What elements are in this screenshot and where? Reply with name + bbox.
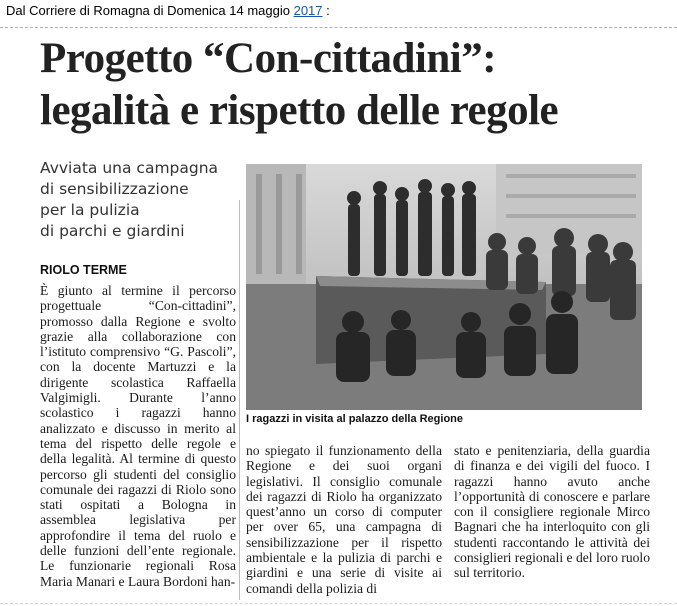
caption-divider [0,27,677,28]
source-caption-suffix: : [322,3,330,18]
article-subheading [40,158,240,242]
headline-line-2: legalità e rispetto delle regole [40,87,559,134]
body-column-1: È giunto al termine il percorso progettuale “Con-cittadini”, promosso dalla Regione e svolto grazie alla collaborazione con l’istituto comprensivo “G. Pascoli”, con la docente Martuzzi e la dirigente scolastica Raffaella Valgimigli. Durante l’anno scolastico i ragazzi hanno analizzato e discusso in merito al tema del rispetto delle regole e della legalità. Al termine di questo percorso gli studenti del consiglio comunale dei ragazzi di Riolo sono stati ospitati a Bologna in assemblea legislativa per approfondire il tema del ruolo e delle funzioni dell’ente regionale. Le funzionarie regionali Rosa Maria Manari e Laura Bordoni han- [40,283,236,589]
subheading-line: di sensibilizzazione [40,180,189,198]
body-column-2: no spiegato il funzionamento della Regione e dei suoi organi legislativi. Il consiglio comunale dei ragazzi di Riolo ha organizzato quest’anno un corso di computer per over 65, una campagna di sensibilizzazione per il rispetto ambientale e la pulizia di parchi e giardini e una serie di visite ai comandi della polizia di [246,443,442,596]
photo-caption: I ragazzi in visita al palazzo della Regione [246,413,464,425]
subheading-line: di parchi e giardini [40,222,185,240]
source-caption [6,3,330,18]
article-photo [246,164,642,410]
article-headline [40,33,660,137]
group-photo-image [246,164,642,410]
source-caption-text: Dal Corriere di Romagna di Domenica 14 maggio [6,3,294,18]
headline-line-1: Progetto “Con-cittadini”: [40,35,497,82]
body-column-3: stato e penitenziaria, della guardia di finanza e dei vigili del fuoco. I ragazzi hanno avuto anche l’opportunità di conoscere e parlare con il consigliere regionale Mirco Bagnari che ha interloquito con gli studenti raccontando le attività dei consiglieri regionali e del loro ruolo sul territorio. [454,443,650,581]
subheading-line: per la pulizia [40,201,140,219]
dateline: RIOLO TERME [40,263,127,277]
source-caption-year[interactable]: 2017 [293,3,323,18]
page-bottom-divider [0,603,677,604]
column-divider [239,200,240,600]
subheading-line: Avviata una campagna [40,159,219,177]
